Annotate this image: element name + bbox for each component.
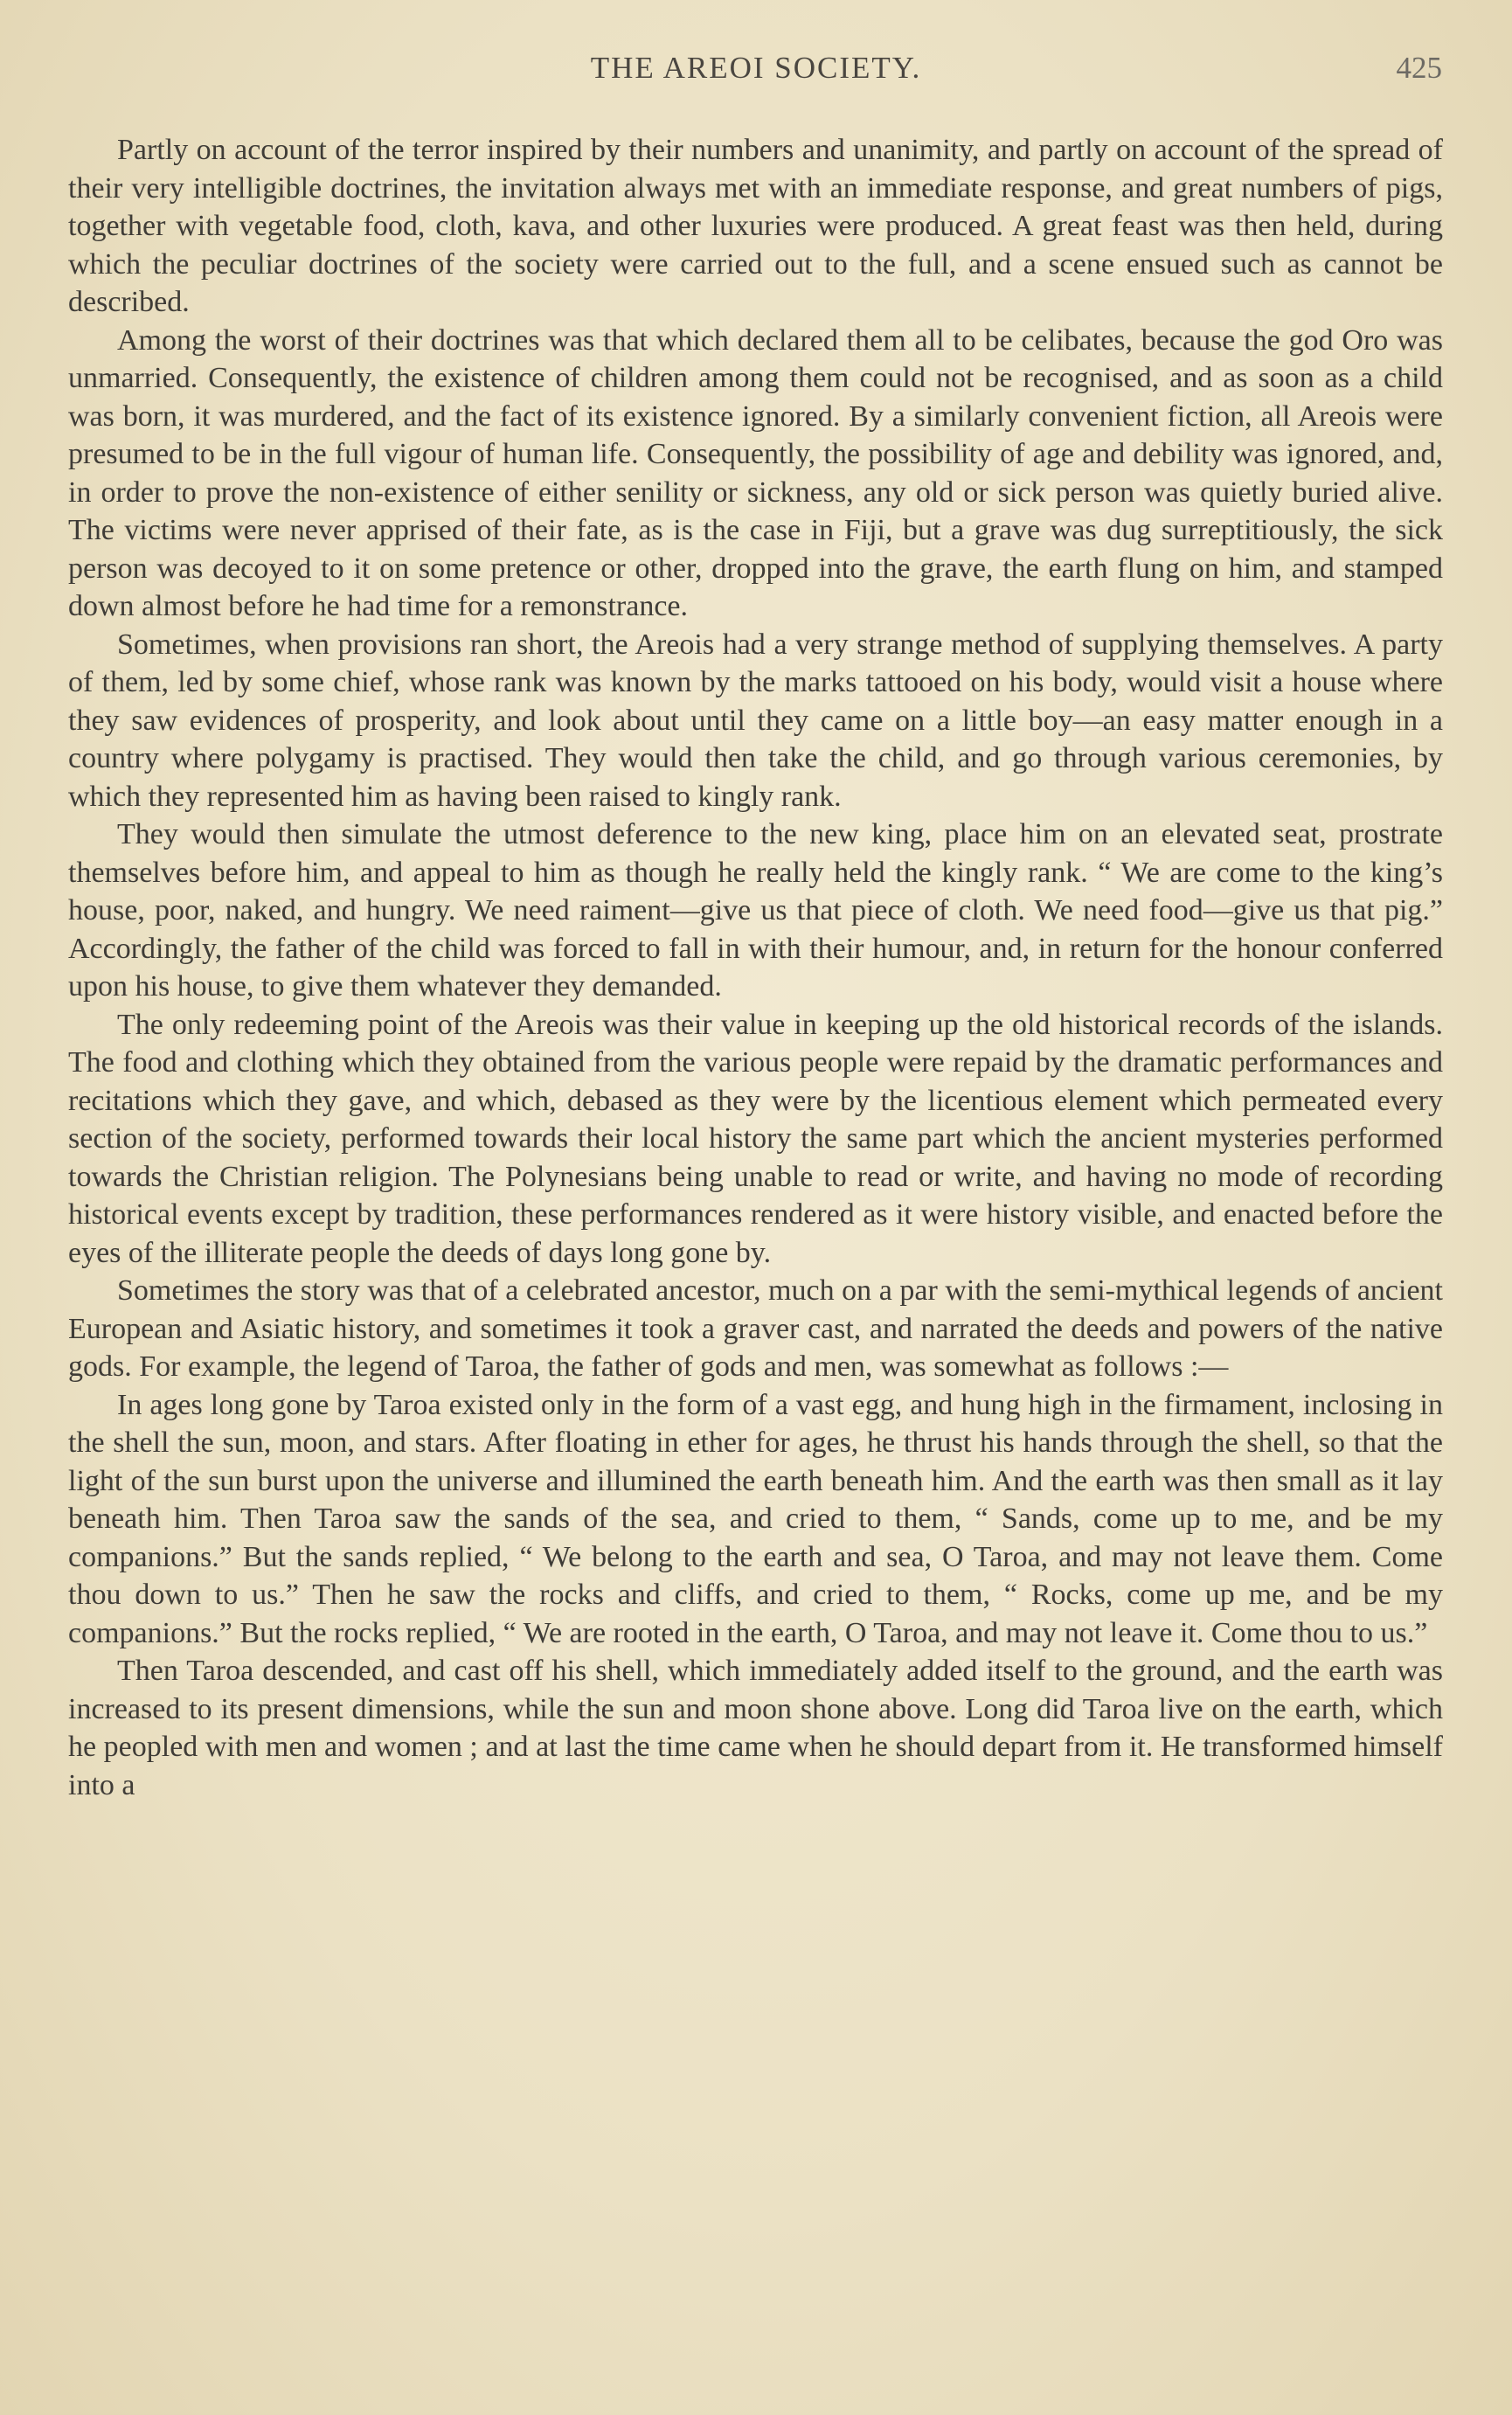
page-number: 425 <box>1396 51 1442 85</box>
paragraph: Sometimes the story was that of a celebrated ancestor, much on a par with the semi-mythical legends of ancient European and Asiatic history, and sometimes it took a graver cast, and narrated the deeds and powers of the native gods. For example, the legend of Taroa, the father of gods and men, was somewhat as follows :— <box>68 1274 1443 1383</box>
paragraph: In ages long gone by Taroa existed only in the form of a vast egg, and hung high in the firmament, inclosing in the shell the sun, moon, and stars. After floating in ether for ages, he thrust his hands through the shell, so that the light of the sun burst upon the universe and illumined the earth beneath him. And the earth was then small as it lay beneath him. Then Taroa saw the sands of the sea, and cried to them, “ Sands, come up to me, and be my companions.” But the sands replied, “ We belong to the earth and sea, O Taroa, and may not leave them. Come thou down to us.” Then he saw the rocks and cliffs, and cried to them, “ Rocks, come up me, and be my companions.” But the rocks replied, “ We are rooted in the earth, O Taroa, and may not leave it. Come thou to us.” <box>68 1388 1443 1649</box>
running-head: THE AREOI SOCIETY. <box>590 51 922 85</box>
paragraph: Then Taroa descended, and cast off his shell, which immediately added itself to the ground, and the earth was increased to its present dimensions, while the sun and moon shone above. Long did Taroa live on the earth, which he peopled with men and women ; and at last the time came when he should depart from it. He transformed himself into a <box>68 1655 1443 1801</box>
page-header <box>70 51 1442 100</box>
paragraph: Sometimes, when provisions ran short, the Areois had a very strange method of supplying themselves. A party of them, led by some chief, whose rank was known by the marks tattooed on his body, would visit a house where they saw evidences of prosperity, and look about until they came on a little boy—an easy matter enough in a country where polygamy is practised. They would then take the child, and go through various ceremonies, by which they represented him as having been raised to kingly rank. <box>68 628 1443 813</box>
paragraph: Partly on account of the terror inspired by their numbers and unanimity, and partly on account of the spread of their very intelligible doctrines, the invitation always met with an immediate response, and great numbers of pigs, together with vegetable food, cloth, kava, and other luxuries were produced. A great feast was then held, during which the peculiar doctrines of the society were carried out to the full, and a scene ensued such as cannot be described. <box>68 134 1443 318</box>
paragraph: They would then simulate the utmost deference to the new king, place him on an elevated seat, prostrate themselves before him, and appeal to him as though he really held the kingly rank. “ We are come to the king’s house, poor, naked, and hungry. We need raiment—give us that piece of cloth. We need food—give us that pig.” Accordingly, the father of the child was forced to fall in with their humour, and, in return for the honour conferred upon his house, to give them whatever they demanded. <box>68 818 1443 1003</box>
paragraph: Among the worst of their doctrines was that which declared them all to be celibates, because the god Oro was unmarried. Consequently, the existence of children among them could not be recognised, and as soon as a child was born, it was murdered, and the fact of its existence ignored. By a similarly convenient fiction, all Areois were presumed to be in the full vigour of human life. Consequently, the possibility of age and debility was ignored, and, in order to prove the non-existence of either senility or sickness, any old or sick person was quietly buried alive. The victims were never apprised of their fate, as is the case in Fiji, but a grave was dug surreptitiously, the sick person was decoyed to it on some pretence or other, dropped into the grave, the earth flung on him, and stamped down almost before he had time for a remonstrance. <box>68 323 1443 622</box>
paragraph: The only redeeming point of the Areois was their value in keeping up the old historical records of the islands. The food and clothing which they obtained from the various people were repaid by the dramatic performances and recitations which they gave, and which, debased as they were by the licentious element which permeated every section of the society, performed towards their local history the same part which the ancient mysteries performed towards the Christian religion. The Polynesians being unable to read or write, and having no mode of recording historical events except by tradition, these performances rendered as it were history visible, and enacted before the eyes of the illiterate people the deeds of days long gone by. <box>68 1008 1443 1269</box>
body-text <box>68 131 1443 1804</box>
